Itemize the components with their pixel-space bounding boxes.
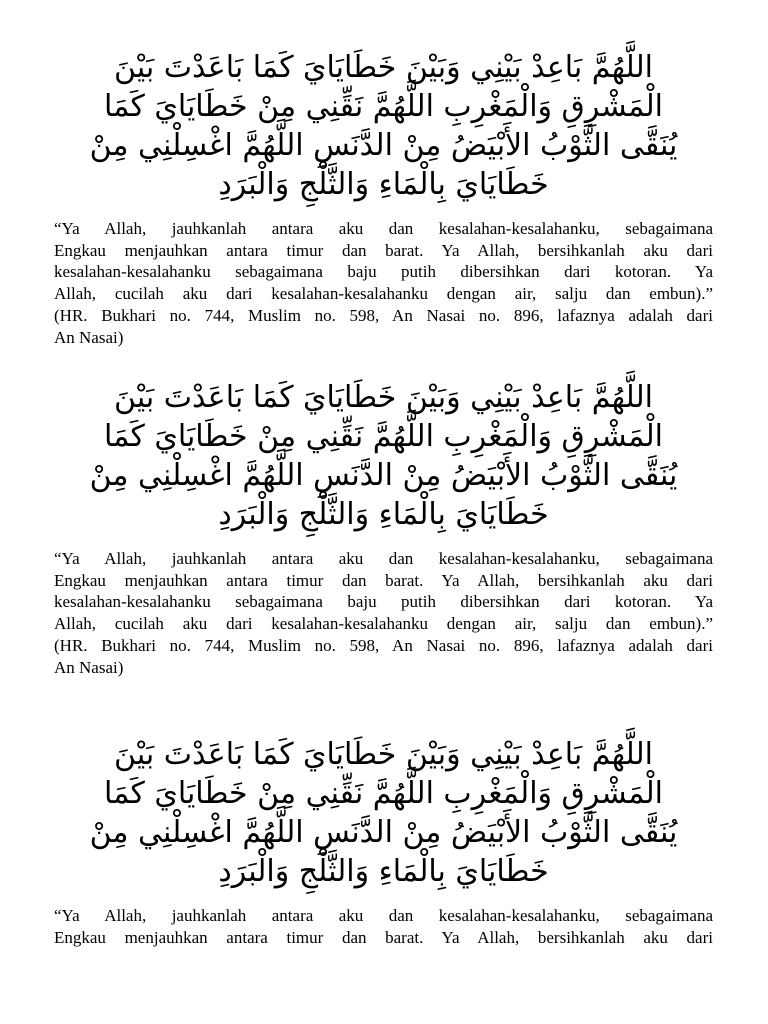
translation-line: (HR. Bukhari no. 744, Muslim no. 598, An Nasai no. 896, lafaznya adalah dari (54, 635, 713, 655)
translation-line: (HR. Bukhari no. 744, Muslim no. 598, An Nasai no. 896, lafaznya adalah dari (54, 305, 713, 325)
translation-line: “Ya Allah, jauhkanlah antara aku dan kesalahan-kesalahanku, sebagaimana (54, 906, 713, 925)
translation-line: Engkau menjauhkan antara timur dan barat. Ya Allah, bersihkanlah aku dari (54, 927, 713, 947)
translation-paragraph (54, 905, 713, 948)
translation-line: Engkau menjauhkan antara timur dan barat. Ya Allah, bersihkanlah aku dari (54, 240, 713, 260)
doa-block (54, 378, 713, 678)
arabic-line: اللَّهُمَّ بَاعِدْ بَيْنِي وَبَيْنَ خَطَايَايَ كَمَا بَاعَدْتَ بَيْنَ (114, 380, 653, 415)
translation-paragraph (54, 548, 713, 678)
arabic-line: اللَّهُمَّ بَاعِدْ بَيْنِي وَبَيْنَ خَطَايَايَ كَمَا بَاعَدْتَ بَيْنَ (114, 50, 653, 85)
translation-line: Allah, cucilah aku dari kesalahan-kesalahanku dengan air, salju dan embun).” (54, 614, 713, 634)
arabic-line: خَطَايَايَ بِالْمَاءِ وَالثَّلْجِ وَالْبَرَدِ (218, 854, 549, 889)
arabic-line: خَطَايَايَ بِالْمَاءِ وَالثَّلْجِ وَالْبَرَدِ (218, 497, 549, 532)
arabic-line: خَطَايَايَ بِالْمَاءِ وَالثَّلْجِ وَالْبَرَدِ (218, 167, 549, 202)
translation-line: kesalahan-kesalahanku sebagaimana baju putih dibersihkan dari kotoran. Ya (54, 592, 713, 612)
translation-line: An Nasai) (54, 657, 124, 677)
arabic-prayer-text (54, 48, 713, 204)
translation-line: Allah, cucilah aku dari kesalahan-kesalahanku dengan air, salju dan embun).” (54, 284, 713, 304)
arabic-prayer-text (54, 735, 713, 891)
arabic-line: يُنَقَّى الثَّوْبُ الأَبْيَضُ مِنْ الدَّنَسِ اللَّهُمَّ اغْسِلْنِي مِنْ (89, 815, 678, 850)
translation-line: kesalahan-kesalahanku sebagaimana baju putih dibersihkan dari kotoran. Ya (54, 262, 713, 282)
translation-line: An Nasai) (54, 327, 124, 347)
translation-paragraph (54, 218, 713, 348)
arabic-line: يُنَقَّى الثَّوْبُ الأَبْيَضُ مِنْ الدَّنَسِ اللَّهُمَّ اغْسِلْنِي مِنْ (89, 458, 678, 493)
arabic-line: الْمَشْرِقِ وَالْمَغْرِبِ اللَّهُمَّ نَقِّنِي مِنْ خَطَايَايَ كَمَا (104, 89, 663, 124)
translation-line: “Ya Allah, jauhkanlah antara aku dan kesalahan-kesalahanku, sebagaimana (54, 219, 713, 238)
arabic-line: اللَّهُمَّ بَاعِدْ بَيْنِي وَبَيْنَ خَطَايَايَ كَمَا بَاعَدْتَ بَيْنَ (114, 737, 653, 772)
translation-line: Engkau menjauhkan antara timur dan barat. Ya Allah, bersihkanlah aku dari (54, 570, 713, 590)
translation-line: “Ya Allah, jauhkanlah antara aku dan kesalahan-kesalahanku, sebagaimana (54, 549, 713, 568)
arabic-line: يُنَقَّى الثَّوْبُ الأَبْيَضُ مِنْ الدَّنَسِ اللَّهُمَّ اغْسِلْنِي مِنْ (89, 128, 678, 163)
arabic-line: الْمَشْرِقِ وَالْمَغْرِبِ اللَّهُمَّ نَقِّنِي مِنْ خَطَايَايَ كَمَا (104, 776, 663, 811)
arabic-line: الْمَشْرِقِ وَالْمَغْرِبِ اللَّهُمَّ نَقِّنِي مِنْ خَطَايَايَ كَمَا (104, 419, 663, 454)
doa-block (54, 48, 713, 348)
arabic-prayer-text (54, 378, 713, 534)
doa-block (54, 735, 713, 948)
